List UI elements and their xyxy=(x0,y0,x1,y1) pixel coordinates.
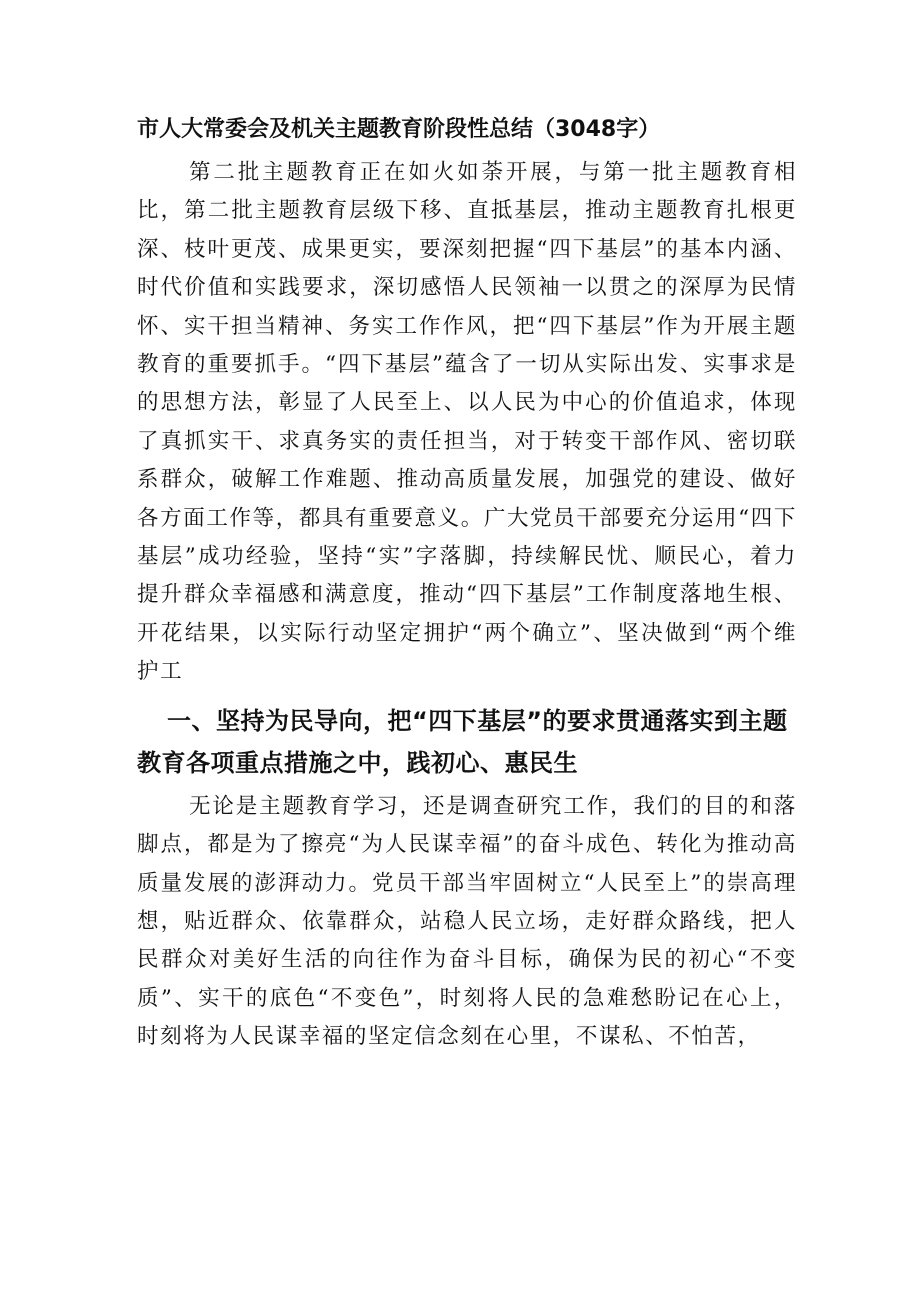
document-title: 市人大常委会及机关主题教育阶段性总结（3048字） xyxy=(137,117,661,142)
document-body xyxy=(137,108,797,1057)
paragraph-intro: 第二批主题教育正在如火如荼开展，与第一批主题教育相比，第二批主题教育层级下移、直抵基层，推动主题教育扎根更深、枝叶更茂、成果更实，要深刻把握“四下基层”的基本内涵、时代价值和实践要求，深切感悟人民领袖一以贯之的深厚为民情怀、实干担当精神、务实工作作风，把“四下基层”作为开展主题教育的重要抓手。“四下基层”蕴含了一切从实际出发、实事求是的思想方法，彰显了人民至上、以人民为中心的价值追求，体现了真抓实干、求真务实的责任担当，对于转变干部作风、密切联系群众，破解工作难题、推动高质量发展，加强党的建设、做好各方面工作等，都具有重要意义。广大党员干部要充分运用“四下基层”成功经验，坚持“实”字落脚，持续解民忧、顺民心，着力提升群众幸福感和满意度，推动“四下基层”工作制度落地生根、开花结果，以实际行动坚定拥护“两个确立”、坚决做到“两个维护工 xyxy=(137,160,797,685)
paragraph-section-1: 无论是主题教育学习，还是调查研究工作，我们的目的和落脚点，都是为了擦亮“为人民谋幸福”的奋斗成色、转化为推动高质量发展的澎湃动力。党员干部当牢固树立“人民至上”的崇高理想，贴近群众、依靠群众，站稳人民立场，走好群众路线，把人民群众对美好生活的向往作为奋斗目标，确保为民的初心“不变质”、实干的底色“不变色”，时刻将人民的急难愁盼记在心上，时刻将为人民谋幸福的坚定信念刻在心里，不谋私、不怕苦， xyxy=(137,793,797,1050)
section-heading-1: 一、坚持为民导向，把“四下基层”的要求贯通落实到主题教育各项重点措施之中，践初心、惠民生 xyxy=(137,706,788,777)
